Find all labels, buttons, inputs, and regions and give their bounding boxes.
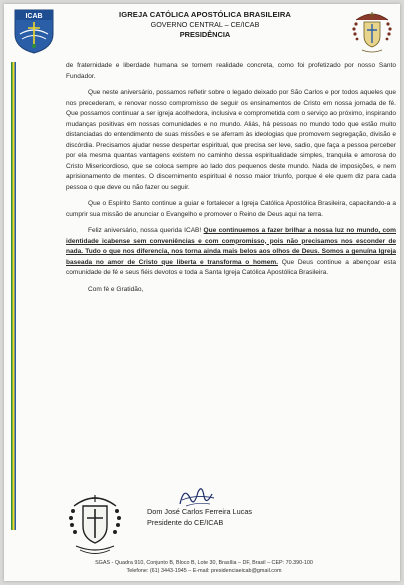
letter-body [66,61,396,301]
letter-page [4,4,400,581]
signer-name: Dom José Carlos Ferreira Lucas [147,507,253,516]
emphasized-text: Que continuemos a fazer brilhar a nossa luz no mundo, com identidade icabense sem conveniências e com compromisso, pois não precisamos nos esconder de nada. Tudo o que nos diferencia, nos torna ainda mais belos aos olhos de Deus. Somos a genuína Igreja baseada no amor de Cristo que liberta e transforma o homem. [66,227,396,266]
office-name: PRESIDÊNCIA [179,30,231,39]
signer-title: Presidente do CE/ICAB [147,518,224,527]
letter-footer [44,559,364,575]
signatory [147,506,252,528]
episcopal-coat-of-arms-icon [350,8,394,56]
paragraph-text: Que Deus continue a abençoar esta comunidade de fé e seus fiéis devotos e toda a Santa Igreja Católica Apostólica Brasileira. [66,258,397,276]
organization-subtitle: GOVERNO CENTRAL – CE/ICAB [150,20,260,29]
paragraph-text: Feliz aniversário, nossa querida ICAB! [88,227,204,234]
paragraph: de fraternidade e liberdade humana se tornem realidade concreta, como foi profetizado por nosso Santo Fundador. [66,62,396,80]
paragraph: Que o Espírito Santo continue a guiar e fortalecer a Igreja Católica Apostólica Brasileira, capacitando-a a cumprir sua missão de anunciar o Evangelho e promover o Reino de Deus aqui na terra. [66,200,396,218]
episcopal-seal-icon [66,492,124,558]
closing-line: Com fé e Gratidão, [88,285,144,293]
footer-contact: Telefone: (61) 3443-1945 – E-mail: presidenciaeicab@gmail.com [126,568,282,574]
paragraph: Que neste aniversário, possamos refletir sobre o legado deixado por São Carlos e por todos aqueles que nos precederam, e renovar nosso compromisso de seguir os ensinamentos de Cristo em nossa jornada de fé. Que possamos continuar a ser igreja acolhedora, inclusiva e comprometida com o serviço ao próximo, inspirando mudanças positivas em nossas comunidades e no mundo. Aliás, há pessoas no mundo todo que estão muito distanciadas do entendimento de suas missões e se aferram às ideologias que promovem segregação, divisão e discórdia. Precisamos ajudar nesse despertar espiritual, que precisa ser leve, sadio, que faça a pessoa perceber por ela mesma quantas vantagens existem no caminho dessa espiritualidade simples, tranquila e amorosa do Cristo Misericordioso, que se coloca sempre ao lado dos pequenos deste mundo. Nada de imposições, e nem aprisionamento de mentes. O discernimento espiritual é nosso maior triunfo, porque é ele quem diz para cada pessoa o que deve ou não fazer ou seguir. [66,89,396,191]
logo-text: ICAB [25,13,43,20]
icab-logo [12,8,56,54]
footer-address: SGAS - Quadra 910, Conjunto B, Bloco B, Lote 30, Brasília – DF, Brasil – CEP: 70.390-100 [95,560,313,566]
letterhead [64,10,346,39]
organization-name: IGREJA CATÓLICA APOSTÓLICA BRASILEIRA [118,10,292,19]
paragraph [66,226,396,279]
flag-stripe-border [11,62,16,530]
